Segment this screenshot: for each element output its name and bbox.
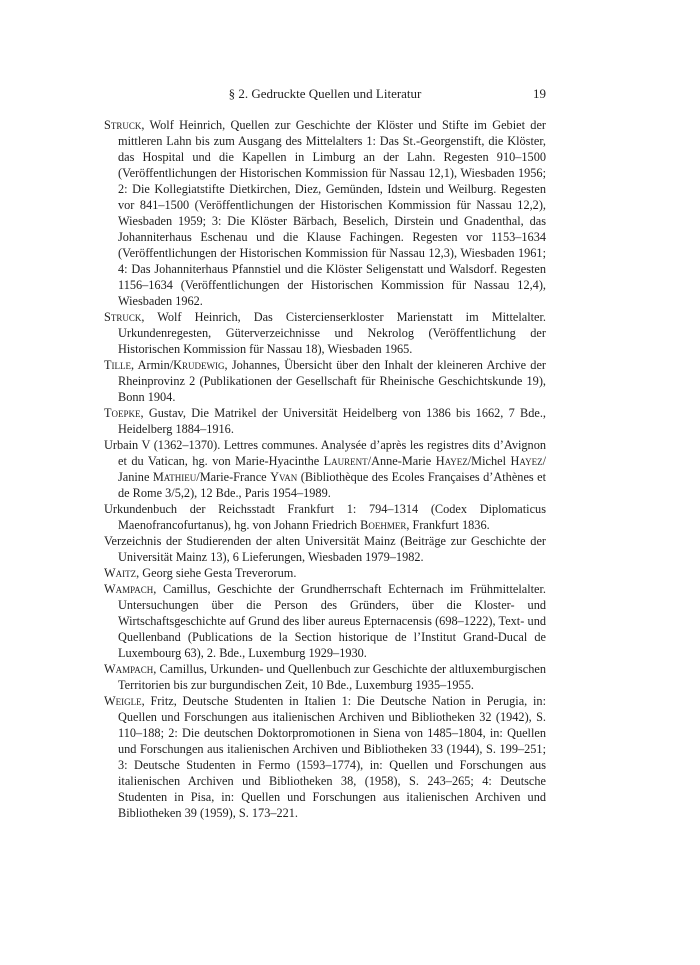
bibliography-entry xyxy=(104,565,546,581)
author-name: Weigle xyxy=(104,694,142,708)
entry-text: /Marie-France xyxy=(196,470,271,484)
entry-text: , Frankfurt 1836. xyxy=(406,518,490,532)
page-header xyxy=(104,86,546,106)
entry-text: , Armin/ xyxy=(131,358,174,372)
author-name: Krudewig xyxy=(173,358,225,372)
editor-name: Yvan xyxy=(270,470,298,484)
bibliography-entry xyxy=(104,357,546,405)
bibliography-entry xyxy=(104,437,546,501)
editor-name: Hayez xyxy=(435,454,468,468)
entry-text: , Gustav, Die Matrikel der Universität Heidelberg von 1386 bis 1662, 7 Bde., Heidelberg 1884–1916. xyxy=(118,406,546,436)
running-title: § 2. Gedruckte Quellen und Literatur xyxy=(228,86,422,101)
editor-name: Boehmer xyxy=(360,518,407,532)
entry-text: Verzeichnis der Studierenden der alten Universität Mainz (Beiträge zur Geschichte der Universität Mainz 13), 6 Lieferungen, Wiesbaden 1979–1982. xyxy=(104,534,546,564)
entry-text: , Wolf Heinrich, Quellen zur Geschichte der Klöster und Stifte im Gebiet der mittleren Lahn bis zum Ausgang des Mittelalters 1: Das St.-Georgenstift, die Klöster, das Hospital und die Kapellen in Limburg an der Lahn. Regesten 910–1500 (Veröffentlichungen der Historischen Kommission für Nassau 12,1), Wiesbaden 1956; 2: Die Kollegiatstifte Dietkirchen, Diez, Gemünden, Idstein und Weilburg. Regesten vor 841–1500 (Veröffentlichungen der Historischen Kommission für Nassau 12,2), Wiesbaden 1959; 3: Die Klöster Bärbach, Beselich, Dirstein und Gnadenthal, das Johanniterhaus Eschenau und die Klause Fachingen. Regesten vor 1153–1634 (Veröffentlichungen der Historischen Kommission für Nassau 12,3), Wiesbaden 1961; 4: Das Johanniterhaus Pfannstiel und die Klöster Seligenstatt und Walsdorf. Regesten 1156–1634 (Veröffentlichungen der Historischen Kommission für Nassau 12,4), Wiesbaden 1962. xyxy=(118,118,546,308)
author-name: Wampach xyxy=(104,662,154,676)
author-name: Tille xyxy=(104,358,132,372)
entry-text: , Wolf Heinrich, Das Cistercienserkloster Marienstatt im Mittelalter. Urkundenregesten, Güterverzeichnisse und Nekrolog (Veröffentlichung der Historischen Kommission für Nassau 18), Wiesbaden 1965. xyxy=(118,310,546,356)
author-name: Struck xyxy=(104,118,142,132)
entry-text: , Camillus, Geschichte der Grundherrschaft Echternach im Frühmittelalter. Untersuchungen über die Person des Gründers, über die Kloster- und Wirtschaftsgeschichte auf Grund des liber aureus Epternacensis (698–1222), Text- und Quellenband (Publications de la Section historique de l’Institut Grand-Ducal de Luxembourg 63), 2. Bde., Luxemburg 1929–1930. xyxy=(118,582,546,660)
entry-text: , Camillus, Urkunden- und Quellenbuch zur Geschichte der altluxemburgischen Territorien bis zur burgundischen Zeit, 10 Bde., Luxemburg 1935–1955. xyxy=(118,662,546,692)
bibliography-entry xyxy=(104,309,546,357)
editor-name: Mathieu xyxy=(152,470,197,484)
author-name: Toepke xyxy=(104,406,141,420)
page-number: 19 xyxy=(533,86,546,101)
author-name: Struck xyxy=(104,310,142,324)
editor-name: Hayez xyxy=(510,454,543,468)
entry-text: /Michel xyxy=(467,454,511,468)
bibliography-entry xyxy=(104,693,546,821)
entry-text: (Bibliothèque des Ecoles Françaises d’Athènes et de Rome 3/5,2), 12 Bde., Paris 1954–1989. xyxy=(118,470,546,500)
bibliography-entry xyxy=(104,501,546,533)
bibliography-entry xyxy=(104,117,546,309)
bibliography-list xyxy=(104,117,546,821)
entry-text: , Fritz, Deutsche Studenten in Italien 1: Die Deutsche Nation in Perugia, in: Quellen und Forschungen aus italienischen Archiven und Bibliotheken 32 (1942), S. 110–188; 2: Die deutschen Doktorpromotionen in Siena von 1485–1804, in: Quellen und Forschungen aus italienischen Archiven und Bibliotheken 33 (1944), S. 199–251; 3: Deutsche Studenten in Fermo (1593–1774), in: Quellen und Forschungen aus italienischen Archiven und Bibliotheken 38, (1958), S. 243–265; 4: Deutsche Studenten in Pisa, in: Quellen und Forschungen aus italienischen Archiven und Bibliotheken 39 (1959), S. 173–221. xyxy=(118,694,546,820)
author-name: Wampach xyxy=(104,582,154,596)
entry-text: , Johannes, Übersicht über den Inhalt der kleineren Archive der Rheinprovinz 2 (Publikationen der Gesellschaft für Rheinische Geschichtskunde 19), Bonn 1904. xyxy=(118,358,546,404)
entry-text: /Anne-Marie xyxy=(367,454,436,468)
author-name: Waitz xyxy=(104,566,137,580)
bibliography-entry xyxy=(104,533,546,565)
bibliography-entry xyxy=(104,661,546,693)
editor-name: Laurent xyxy=(323,454,368,468)
entry-text: , Georg siehe Gesta Treverorum. xyxy=(136,566,297,580)
entry-text: Urbain V (1362–1370). Lettres communes. Analysée d’après les registres dits d’Avignon et du Vatican, hg. von Marie-Hyacinthe xyxy=(104,438,546,468)
bibliography-entry xyxy=(104,581,546,661)
entry-text: / Janine xyxy=(118,454,546,484)
bibliography-entry xyxy=(104,405,546,437)
entry-text: Urkundenbuch der Reichsstadt Frankfurt 1: 794–1314 (Codex Diplomaticus Maenofrancofurtanus), hg. von Johann Friedrich xyxy=(104,502,546,532)
